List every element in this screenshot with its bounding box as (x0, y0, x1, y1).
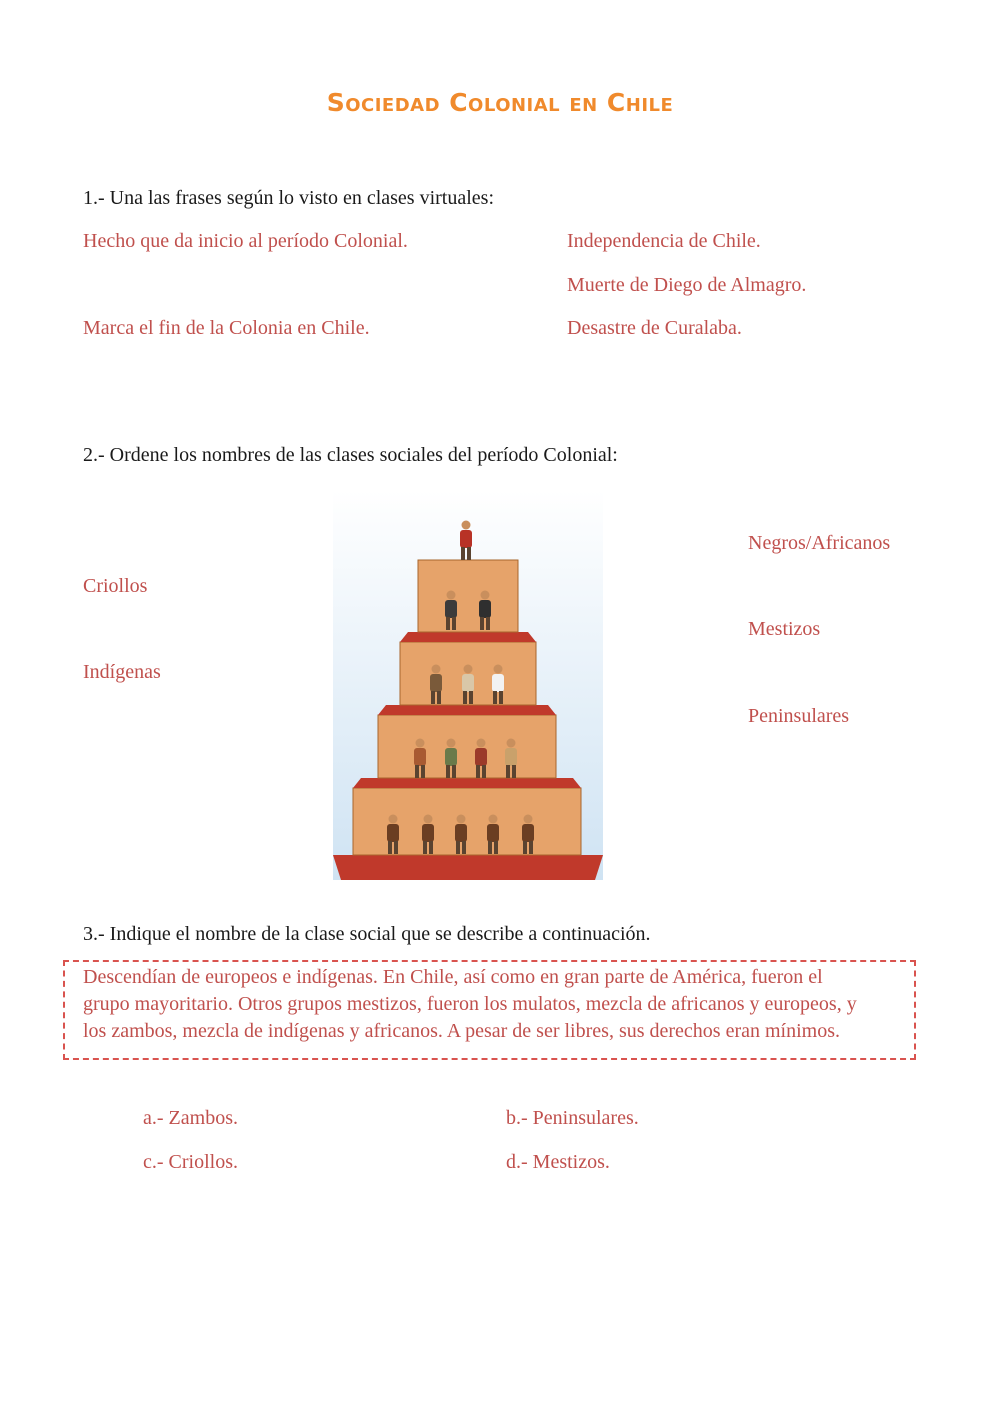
description-line: Descendían de europeos e indígenas. En Chile, así como en gran parte de América, fueron el (83, 966, 823, 988)
description-text (83, 964, 913, 1045)
social-pyramid-illustration (333, 490, 603, 880)
description-line: grupo mayoritario. Otros grupos mestizos, fueron los mulatos, mezcla de africanos y europeos, y (83, 993, 857, 1015)
option-b[interactable]: b.- Peninsulares. (506, 1107, 639, 1129)
q2-draggable-label[interactable]: Mestizos (748, 618, 821, 640)
option-a[interactable]: a.- Zambos. (143, 1107, 238, 1129)
page-title: Sociedad Colonial en Chile (326, 88, 674, 117)
question-1-prompt: 1.- Una las frases según lo visto en clases virtuales: (83, 187, 495, 209)
q1-right-item[interactable]: Muerte de Diego de Almagro. (567, 274, 807, 296)
q1-left-item[interactable]: Hecho que da inicio al período Colonial. (83, 230, 408, 252)
q2-draggable-label[interactable]: Peninsulares (748, 705, 850, 727)
question-3-prompt: 3.- Indique el nombre de la clase social que se describe a continuación. (83, 923, 651, 945)
q1-right-item[interactable]: Independencia de Chile. (567, 230, 761, 252)
q2-draggable-label[interactable]: Indígenas (83, 661, 161, 683)
q1-right-item[interactable]: Desastre de Curalaba. (567, 317, 742, 339)
option-d[interactable]: d.- Mestizos. (506, 1151, 610, 1173)
description-line: los zambos, mezcla de indígenas y africanos. A pesar de ser libres, sus derechos eran mínimos. (83, 1020, 841, 1042)
q2-draggable-label[interactable]: Criollos (83, 575, 148, 597)
question-2-prompt: 2.- Ordene los nombres de las clases sociales del período Colonial: (83, 444, 618, 466)
q2-draggable-label[interactable]: Negros/Africanos (748, 532, 891, 554)
option-c[interactable]: c.- Criollos. (143, 1151, 238, 1173)
q1-left-item[interactable]: Marca el fin de la Colonia en Chile. (83, 317, 370, 339)
